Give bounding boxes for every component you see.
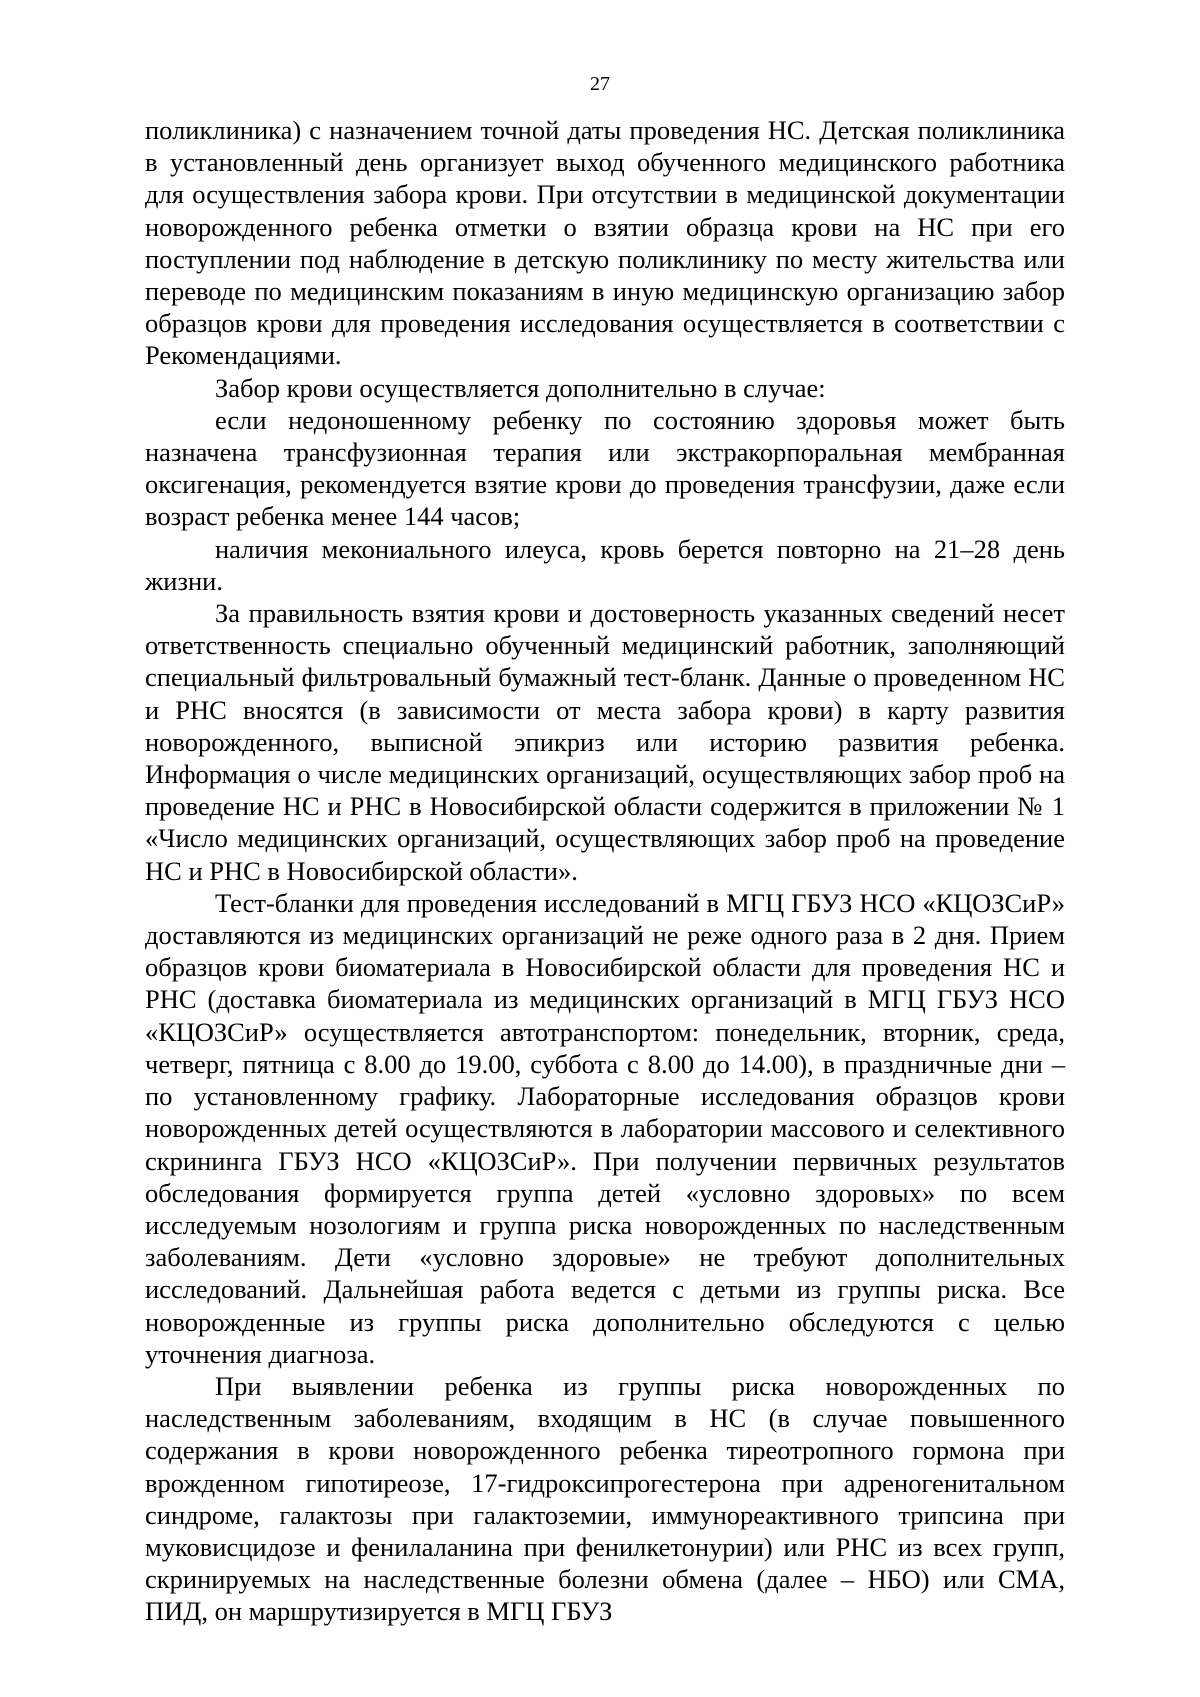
page-number: 27: [590, 73, 610, 95]
paragraph: поликлиника) с назначением точной даты проведения НС. Детская поликлиника в установленный день организует выход обученного медицинского работника для осуществления забора крови. При отсутствии в медицинской документации новорожденного ребенка отметки о взятии образца крови на НС при его поступлении под наблюдение в детскую поликлинику по месту жительства или переводе по медицинским показаниям в иную медицинскую организацию забор образцов крови для проведения исследования осуществляется в соответствии с Рекомендациями.: [145, 115, 1065, 371]
paragraph: Забор крови осуществляется дополнительно в случае:: [215, 372, 826, 403]
paragraph: При выявлении ребенка из группы риска новорожденных по наследственным заболеваниям, входящим в НС (в случае повышенного содержания в крови новорожденного ребенка тиреотропного гормона при врожденном гипотиреозе, 17-гидроксипрогестерона при адреногенитальном синдроме, галактозы при галактоземии, иммунореактивного трипсина при муковисцидозе и фенилаланина при фенилкетонурии) или РНС из всех групп, скринируемых на наследственные болезни обмена (далее – НБО) или СМА, ПИД, он маршрутизируется в МГЦ ГБУЗ: [145, 1370, 1065, 1627]
paragraph: За правильность взятия крови и достоверность указанных сведений несет ответственность специально обученный медицинский работник, заполняющий специальный фильтровальный бумажный тест-бланк. Данные о проведенном НС и РНС вносятся (в зависимости от места забора крови) в карту развития новорожденного, выписной эпикриз или историю развития ребенка. Информация о числе медицинских организаций, осуществляющих забор проб на проведение НС и РНС в Новосибирской области содержится в приложении № 1 «Число медицинских организаций, осуществляющих забор проб на проведение НС и РНС в Новосибирской области».: [145, 598, 1065, 886]
paragraph: Тест-бланки для проведения исследований в МГЦ ГБУЗ НСО «КЦОЗСиР» доставляются из медицинских организаций не реже одного раза в 2 дня. Прием образцов крови биоматериала в Новосибирской области для проведения НС и РНС (доставка биоматериала из медицинских организаций в МГЦ ГБУЗ НСО «КЦОЗСиР» осуществляется автотранспортом: понедельник, вторник, среда, четверг, пятница с 8.00 до 19.00, суббота с 8.00 до 14.00), в праздничные дни – по установленному графику. Лабораторные исследования образцов крови новорожденных детей осуществляются в лаборатории массового и селективного скрининга ГБУЗ НСО «КЦОЗСиР». При получении первичных результатов обследования формируется группа детей «условно здоровых» по всем исследуемым нозологиям и группа риска новорожденных по наследственным заболеваниям. Дети «условно здоровые» не требуют дополнительных исследований. Дальнейшая работа ведется с детьми из группы риска. Все новорожденные из группы риска дополнительно обследуются с целью уточнения диагноза.: [145, 887, 1065, 1369]
document-body: [145, 114, 1065, 1628]
paragraph: если недоношенному ребенку по состоянию здоровья может быть назначена трансфузионная терапия или экстракорпоральная мембранная оксигенация, рекомендуется взятие крови до проведения трансфузии, даже если возраст ребенка менее 144 часов;: [145, 404, 1065, 532]
paragraph: наличия мекониального илеуса, кровь берется повторно на 21–28 день жизни.: [145, 533, 1065, 596]
